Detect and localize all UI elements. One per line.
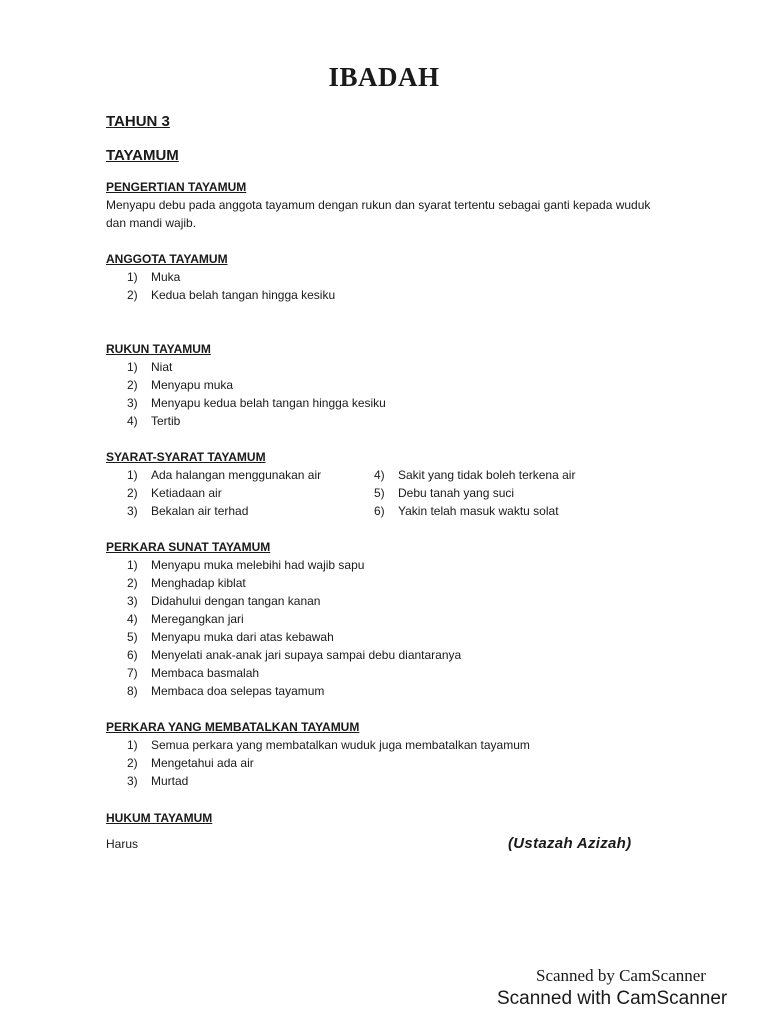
item-text: Menyapu muka	[151, 378, 234, 392]
topic-heading: TAYAMUM	[106, 147, 179, 164]
list-item	[127, 628, 461, 646]
item-number: 4)	[127, 414, 138, 428]
anggota-list	[127, 268, 335, 304]
list-item	[127, 682, 461, 700]
list-item	[374, 484, 575, 502]
item-text: Didahului dengan tangan kanan	[151, 594, 321, 608]
sunat-list	[127, 556, 461, 700]
item-number: 4)	[127, 612, 138, 626]
batal-list	[127, 736, 530, 790]
item-number: 7)	[127, 666, 138, 680]
item-text: Membaca doa selepas tayamum	[151, 684, 325, 698]
syarat-heading: SYARAT-SYARAT TAYAMUM	[106, 450, 266, 464]
item-text: Mengetahui ada air	[151, 756, 254, 770]
syarat-list-right	[374, 466, 575, 520]
list-item	[127, 556, 461, 574]
item-number: 1)	[127, 468, 138, 482]
list-item	[127, 268, 335, 286]
item-number: 5)	[127, 630, 138, 644]
hukum-heading: HUKUM TAYAMUM	[106, 811, 213, 825]
item-text: Muka	[151, 270, 181, 284]
item-number: 6)	[374, 504, 385, 518]
scanner-watermark-sans: Scanned with CamScanner	[497, 988, 728, 1009]
item-text: Niat	[151, 360, 173, 374]
item-number: 2)	[127, 288, 138, 302]
item-text: Tertib	[151, 414, 181, 428]
list-item	[127, 466, 321, 484]
list-item	[127, 484, 321, 502]
item-number: 3)	[127, 594, 138, 608]
list-item	[127, 664, 461, 682]
item-text: Menghadap kiblat	[151, 576, 246, 590]
list-item	[374, 466, 575, 484]
item-text: Bekalan air terhad	[151, 504, 249, 518]
item-number: 2)	[127, 378, 138, 392]
item-number: 4)	[374, 468, 385, 482]
pengertian-heading: PENGERTIAN TAYAMUM	[106, 180, 247, 194]
item-number: 1)	[127, 270, 138, 284]
list-item	[127, 592, 461, 610]
item-number: 1)	[127, 738, 138, 752]
list-item	[374, 502, 575, 520]
item-number: 2)	[127, 756, 138, 770]
list-item	[127, 286, 335, 304]
item-number: 6)	[127, 648, 138, 662]
rukun-heading: RUKUN TAYAMUM	[106, 342, 211, 356]
list-item	[127, 610, 461, 628]
list-item	[127, 574, 461, 592]
item-text: Menyelati anak-anak jari supaya sampai debu diantaranya	[151, 648, 462, 662]
item-text: Membaca basmalah	[151, 666, 260, 680]
item-text: Menyapu muka dari atas kebawah	[151, 630, 334, 644]
item-text: Ada halangan menggunakan air	[151, 468, 322, 482]
item-text: Meregangkan jari	[151, 612, 244, 626]
list-item	[127, 772, 530, 790]
item-number: 2)	[127, 486, 138, 500]
document-title: IBADAH	[328, 62, 440, 92]
list-item	[127, 736, 530, 754]
item-text: Semua perkara yang membatalkan wuduk juga membatalkan tayamum	[151, 738, 530, 752]
batal-heading: PERKARA YANG MEMBATALKAN TAYAMUM	[106, 720, 360, 734]
rukun-list	[127, 358, 386, 430]
item-number: 5)	[374, 486, 385, 500]
scanner-watermark-serif: Scanned by CamScanner	[536, 966, 706, 985]
item-text: Debu tanah yang suci	[398, 486, 515, 500]
year-heading: TAHUN 3	[106, 113, 170, 130]
item-number: 8)	[127, 684, 138, 698]
list-item	[127, 358, 386, 376]
item-number: 1)	[127, 360, 138, 374]
list-item	[127, 412, 386, 430]
item-number: 2)	[127, 576, 138, 590]
item-text: Menyapu muka melebihi had wajib sapu	[151, 558, 365, 572]
author-signature: (Ustazah Azizah)	[508, 835, 632, 852]
item-text: Murtad	[151, 774, 189, 788]
item-number: 3)	[127, 504, 138, 518]
syarat-list-left	[127, 466, 321, 520]
item-text: Kedua belah tangan hingga kesiku	[151, 288, 336, 302]
item-text: Yakin telah masuk waktu solat	[398, 504, 559, 518]
hukum-text: Harus	[106, 837, 139, 851]
list-item	[127, 646, 461, 664]
list-item	[127, 502, 321, 520]
list-item	[127, 394, 386, 412]
item-text: Menyapu kedua belah tangan hingga kesiku	[151, 396, 386, 410]
item-number: 3)	[127, 774, 138, 788]
sunat-heading: PERKARA SUNAT TAYAMUM	[106, 540, 271, 554]
item-text: Ketiadaan air	[151, 486, 222, 500]
item-text: Sakit yang tidak boleh terkena air	[398, 468, 576, 482]
list-item	[127, 754, 530, 772]
item-number: 1)	[127, 558, 138, 572]
pengertian-text: Menyapu debu pada anggota tayamum dengan rukun dan syarat tertentu sebagai ganti kepada wuduk dan mandi wajib.	[106, 198, 651, 230]
anggota-heading: ANGGOTA TAYAMUM	[106, 252, 228, 266]
list-item	[127, 376, 386, 394]
item-number: 3)	[127, 396, 138, 410]
